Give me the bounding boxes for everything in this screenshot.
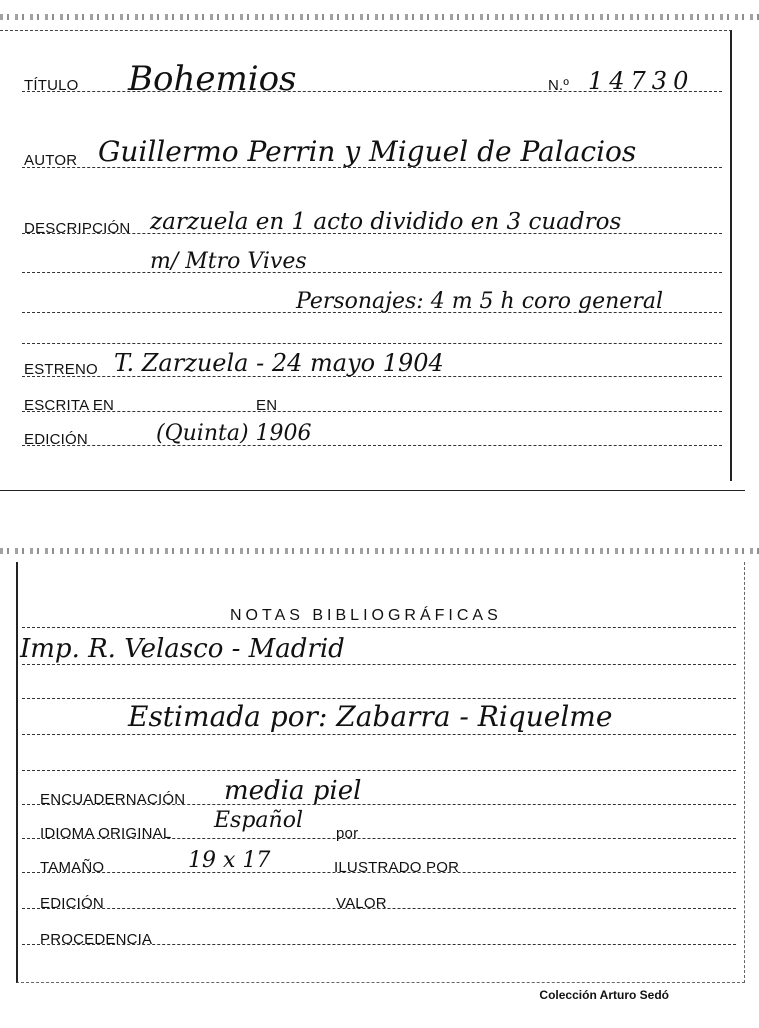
- value-descripcion-3: Personajes: 4 m 5 h coro general: [296, 289, 663, 314]
- value-autor: Guillermo Perrin y Miguel de Palacios: [98, 135, 637, 168]
- rule-descripcion-2: [22, 272, 722, 273]
- label-valor: VALOR: [336, 895, 387, 912]
- value-estreno: T. Zarzuela - 24 mayo 1904: [114, 349, 444, 377]
- label-por: por: [336, 825, 359, 842]
- value-descripcion-2: m/ Mtro Vives: [150, 249, 307, 274]
- label-tamano: TAMAÑO: [40, 859, 105, 876]
- label-autor: AUTOR: [24, 152, 78, 169]
- note-estimada: Estimada por: Zabarra - Riquelme: [128, 700, 613, 733]
- catalog-card-notes: [16, 562, 745, 983]
- label-titulo: TÍTULO: [24, 77, 79, 94]
- value-numero: 14730: [588, 67, 695, 95]
- label-descripcion: DESCRIPCIÓN: [24, 220, 131, 237]
- label-edicion: EDICIÓN: [24, 431, 88, 448]
- label-escrita-en: ESCRITA EN: [24, 397, 115, 414]
- value-encuadernacion: media piel: [224, 776, 362, 806]
- notas-heading: NOTAS BIBLIOGRÁFICAS: [230, 607, 502, 624]
- label-ilustrado: ILUSTRADO POR: [334, 859, 460, 876]
- rule-notes-2: [22, 664, 736, 665]
- value-descripcion-1: zarzuela en 1 acto dividido en 3 cuadros: [150, 209, 622, 235]
- value-idioma: Español: [214, 808, 303, 833]
- label-idioma: IDIOMA ORIGINAL: [40, 825, 172, 842]
- scan-middle-edge: [0, 548, 759, 554]
- collection-credit: Colección Arturo Sedó: [539, 988, 669, 1002]
- scan-top-edge: [0, 14, 759, 20]
- rule-edicion: [22, 445, 722, 446]
- catalog-card-main: [0, 30, 732, 481]
- rule-notes-3: [22, 698, 736, 699]
- label-encuadernacion: ENCUADERNACIÓN: [40, 791, 186, 808]
- value-tamano: 19 x 17: [188, 848, 271, 873]
- rule-blank: [22, 343, 722, 344]
- card-bottom-line: [0, 490, 745, 491]
- rule-notes-1: [22, 627, 736, 628]
- label-numero: N.º: [548, 77, 570, 94]
- rule-notes-4: [22, 734, 736, 735]
- label-estreno: ESTRENO: [24, 361, 98, 378]
- value-titulo: Bohemios: [128, 59, 297, 99]
- label-en: EN: [256, 397, 278, 414]
- label-procedencia: PROCEDENCIA: [40, 931, 153, 948]
- note-imprenta: Imp. R. Velasco - Madrid: [20, 634, 345, 664]
- value-edicion: (Quinta) 1906: [156, 421, 312, 446]
- rule-notes-5: [22, 770, 736, 771]
- label-edicion2: EDICIÓN: [40, 895, 104, 912]
- rule-escrita: [22, 411, 722, 412]
